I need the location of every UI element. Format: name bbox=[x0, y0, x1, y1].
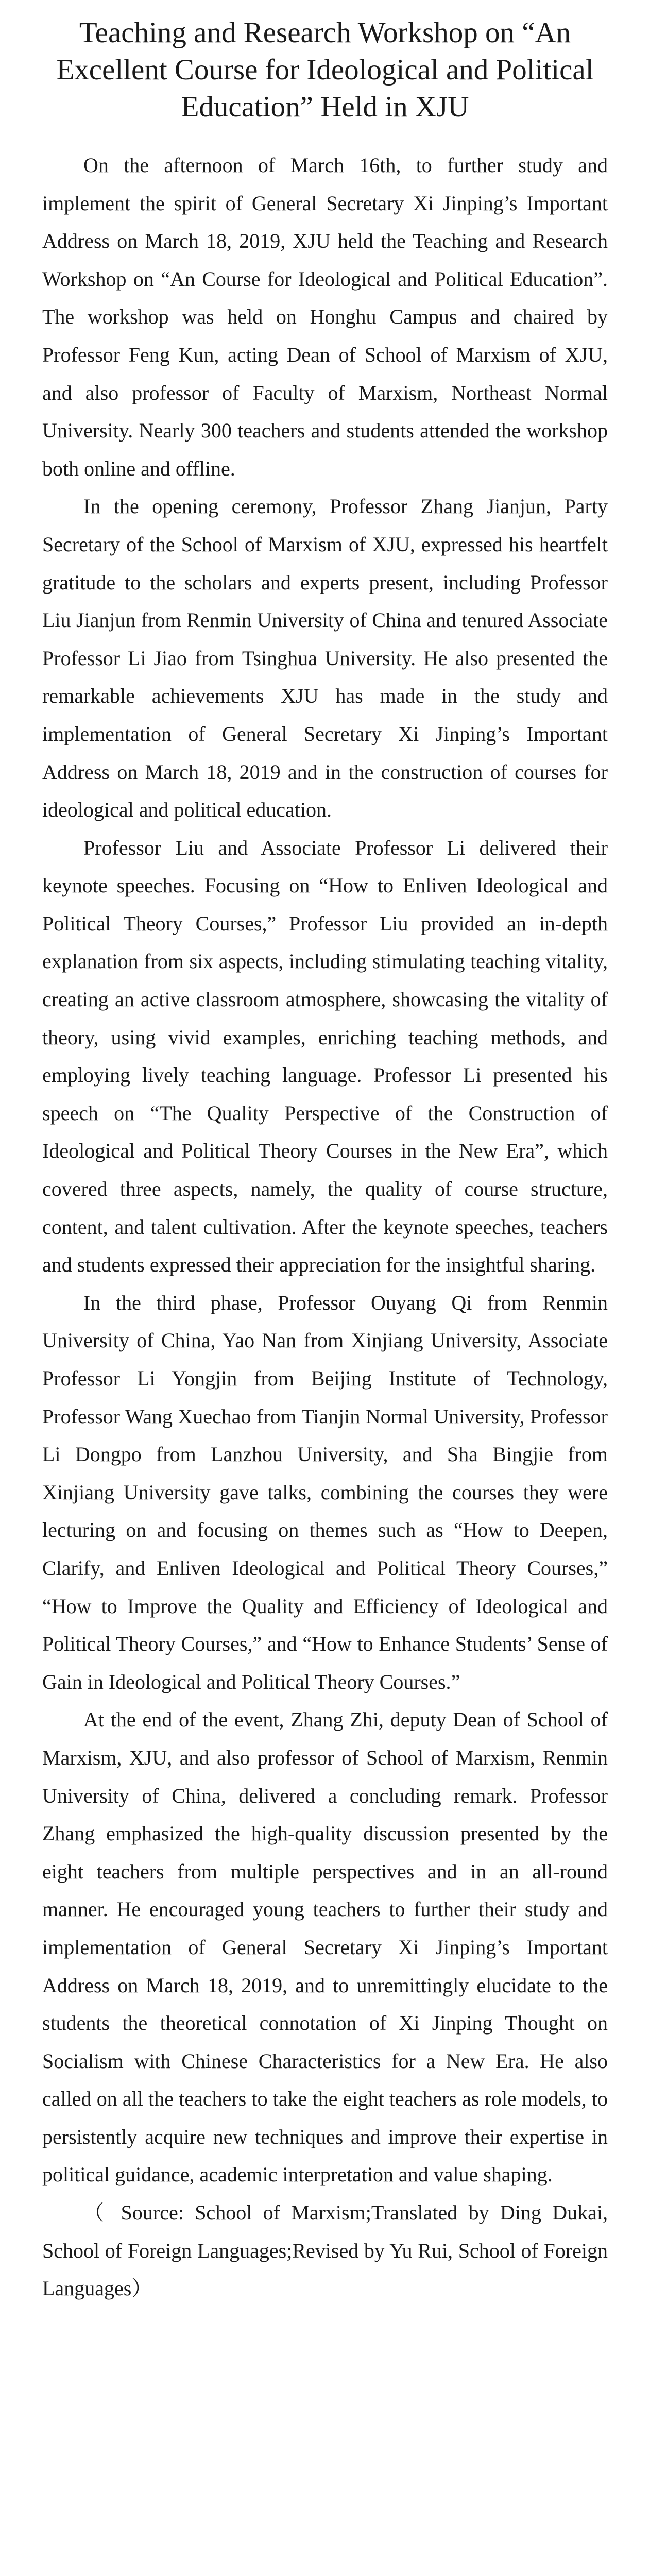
paragraph-opening-ceremony: In the opening ceremony, Professor Zhang Jianjun, Party Secretary of the School of Marxism of XJU, expressed his heartfelt gratitude to the scholars and experts present, including Professor Liu Jianjun from Renmin University of China and tenured Associate Professor Li Jiao from Tsinghua University. He also presented the remarkable achievements XJU has made in the study and implementation of General Secretary Xi Jinping’s Important Address on March 18, 2019 and in the construction of courses for ideological and political education. bbox=[42, 495, 608, 822]
paragraph-concluding-remark: At the end of the event, Zhang Zhi, deputy Dean of School of Marxism, XJU, and also professor of School of Marxism, Renmin University of China, delivered a concluding remark. Professor Zhang emphasized the high-quality discussion presented by the eight teachers from multiple perspectives and in an all-round manner. He encouraged young teachers to further their study and implementation of General Secretary Xi Jinping’s Important Address on March 18, 2019, and to unremittingly elucidate to the students the theoretical connotation of Xi Jinping Thought on Socialism with Chinese Characteristics for a New Era. He also called on all the teachers to take the eight teachers as role models, to persistently acquire new techniques and improve their expertise in political guidance, academic interpretation and value shaping. bbox=[42, 1708, 608, 2187]
article-title: Teaching and Research Workshop on “An Excellent Course for Ideological and Political Education” Held in XJU bbox=[56, 16, 594, 123]
paragraph-intro: On the afternoon of March 16th, to further study and implement the spirit of General Secretary Xi Jinping’s Important Address on March 18, 2019, XJU held the Teaching and Research Workshop on “An Course for Ideological and Political Education”. The workshop was held on Honghu Campus and chaired by Professor Feng Kun, acting Dean of School of Marxism of XJU, and also professor of Faculty of Marxism, Northeast Normal University. Nearly 300 teachers and students attended the workshop both online and offline. bbox=[42, 154, 608, 480]
source-credit: （ Source: School of Marxism;Translated by Ding Dukai, School of Foreign Languages;Revised by Yu Rui, School of Foreign Languages） bbox=[42, 2201, 608, 2300]
paragraph-keynote-speeches: Professor Liu and Associate Professor Li delivered their keynote speeches. Focusing on “How to Enliven Ideological and Political Theory Courses,” Professor Liu provided an in-depth explanation from six aspects, including stimulating teaching vitality, creating an active classroom atmosphere, showcasing the vitality of theory, using vivid examples, enriching teaching methods, and employing lively teaching language. Professor Li presented his speech on “The Quality Perspective of the Construction of Ideological and Political Theory Courses in the New Era”, which covered three aspects, namely, the quality of course structure, content, and talent cultivation. After the keynote speeches, teachers and students expressed their appreciation for the insightful sharing. bbox=[42, 836, 608, 1277]
paragraph-third-phase: In the third phase, Professor Ouyang Qi from Renmin University of China, Yao Nan from Xinjiang University, Associate Professor Li Yongjin from Beijing Institute of Technology, Professor Wang Xuechao from Tianjin Normal University, Professor Li Dongpo from Lanzhou University, and Sha Bingjie from Xinjiang University gave talks, combining the courses they were lecturing on and focusing on themes such as “How to Deepen, Clarify, and Enliven Ideological and Political Theory Courses,” “How to Improve the Quality and Efficiency of Ideological and Political Theory Courses,” and “How to Enhance Students’ Sense of Gain in Ideological and Political Theory Courses.” bbox=[42, 1291, 608, 1693]
